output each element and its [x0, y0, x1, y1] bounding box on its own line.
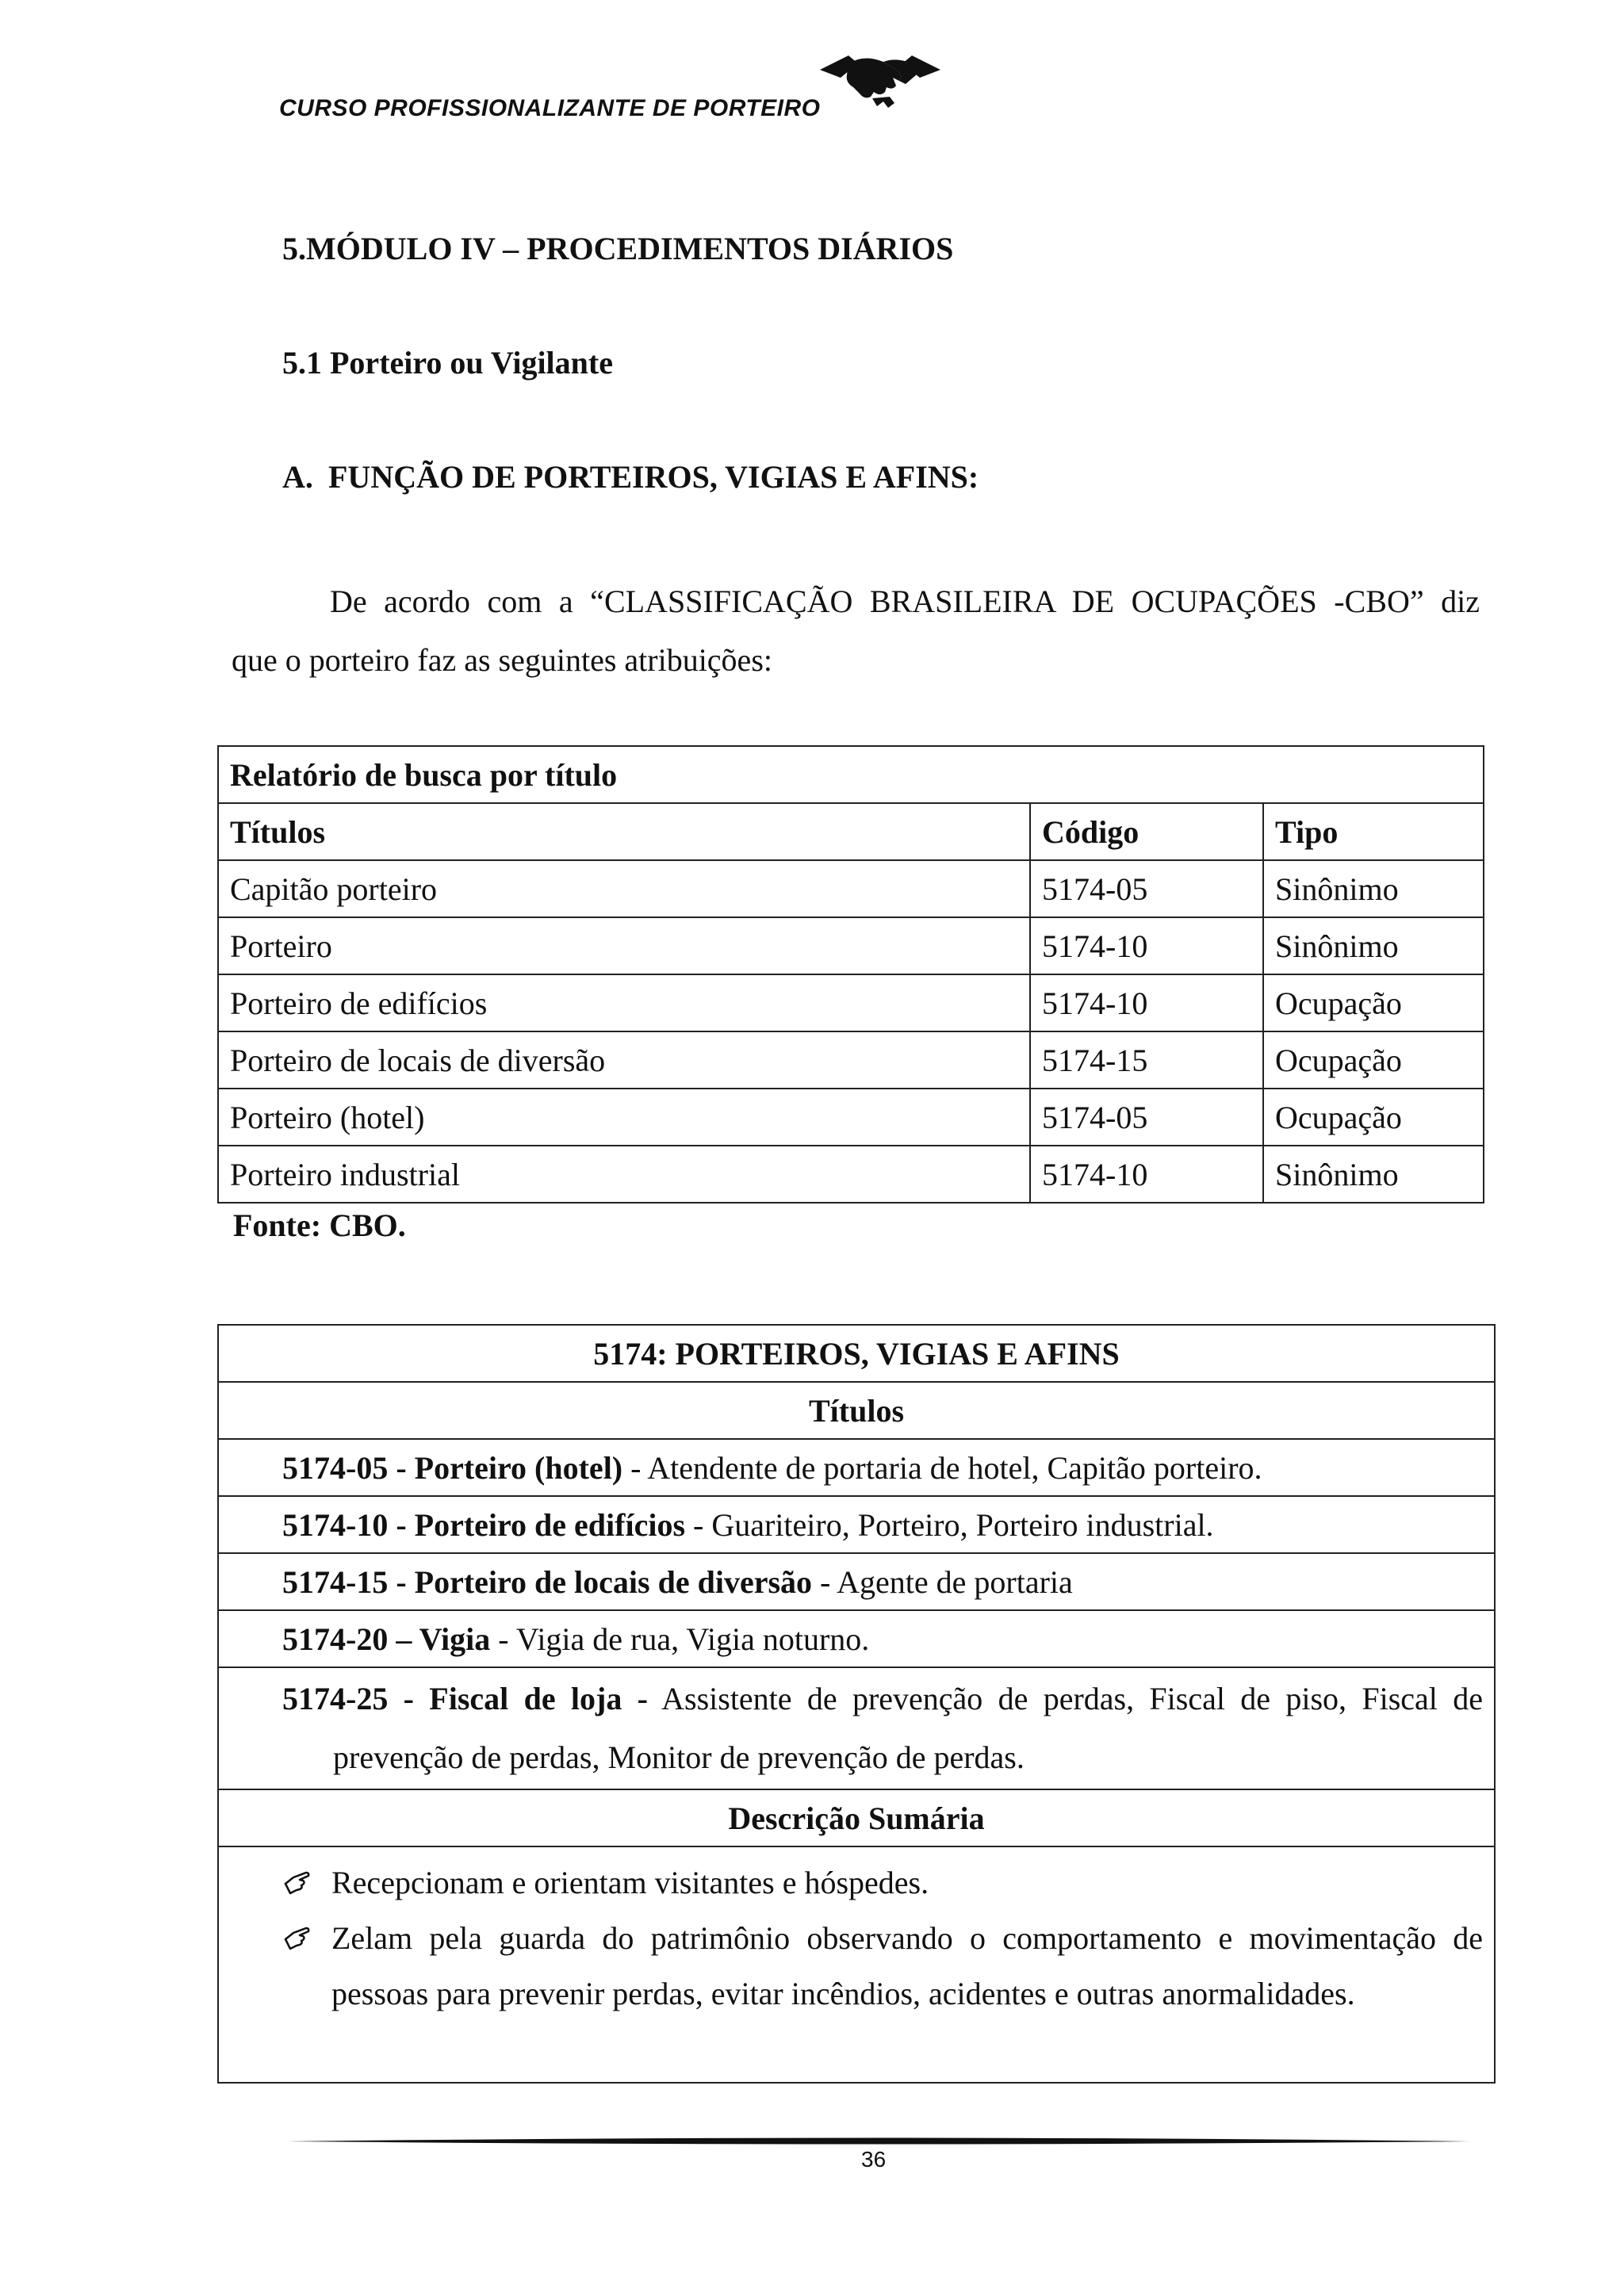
- table-source: Fonte: CBO.: [233, 1207, 406, 1243]
- column-header-titles: Títulos: [218, 803, 1030, 860]
- cell-type: Ocupação: [1263, 1031, 1484, 1089]
- section-subtitle: 5.1 Porteiro ou Vigilante: [282, 345, 613, 381]
- column-header-type: Tipo: [1263, 803, 1484, 860]
- item-title: FUNÇÃO DE PORTEIROS, VIGIAS E AFINS:: [328, 459, 979, 495]
- cbo-entry-desc: - Agente de portaria: [812, 1563, 1073, 1600]
- cell-title: Porteiro de edifícios: [218, 974, 1030, 1031]
- summary-bullet-text: Zelam pela guarda do patrimônio observando o comportamento e movimentação de: [331, 1920, 1483, 1956]
- column-header-code: Código: [1030, 803, 1263, 860]
- summary-bullet-text: Recepcionam e orientam visitantes e hóspedes.: [331, 1865, 929, 1900]
- course-title: CURSO PROFISSIONALIZANTE DE PORTEIRO: [279, 95, 821, 121]
- summary-bullet: [282, 1855, 1483, 1911]
- table-row: [218, 1031, 1484, 1089]
- cell-type: Ocupação: [1263, 974, 1484, 1031]
- cell-type: Sinônimo: [1263, 1146, 1484, 1203]
- table-row: [218, 917, 1484, 974]
- intro-paragraph: [232, 572, 1480, 690]
- cbo-entry: [218, 1496, 1495, 1553]
- cbo-entry: [218, 1667, 1495, 1789]
- cbo-entry: [218, 1439, 1495, 1496]
- summary-bullet: [282, 1911, 1483, 2022]
- cbo-entry-desc: - Vigia de rua, Vigia noturno.: [490, 1621, 870, 1657]
- cbo-entry-code: 5174-15 - Porteiro de locais de diversão: [282, 1563, 813, 1600]
- cbo-entry-desc-continued: prevenção de perdas, Monitor de prevenção de perdas.: [333, 1739, 1025, 1775]
- cbo-entry-code: 5174-20 – Vigia: [282, 1621, 491, 1657]
- cbo-entry-desc: - Guariteiro, Porteiro, Porteiro industrial.: [685, 1506, 1214, 1543]
- item-heading: [282, 458, 979, 496]
- summary-header: Descrição Sumária: [218, 1789, 1495, 1846]
- cbo-titles-header: Títulos: [218, 1382, 1495, 1439]
- pointing-hand-icon: [282, 1866, 314, 1898]
- cbo-entry: [218, 1610, 1495, 1667]
- section-title: 5.MÓDULO IV – PROCEDIMENTOS DIÁRIOS: [282, 231, 954, 266]
- cbo-table: [217, 1324, 1496, 2084]
- cell-type: Ocupação: [1263, 1089, 1484, 1146]
- footer-divider: [289, 2136, 1470, 2147]
- intro-line-2: que o porteiro faz as seguintes atribuições:: [232, 642, 772, 678]
- table-row: [218, 860, 1484, 917]
- cell-title: Porteiro (hotel): [218, 1089, 1030, 1146]
- cell-code: 5174-10: [1030, 1146, 1263, 1203]
- handshake-icon: [817, 46, 944, 117]
- table-row: [218, 1146, 1484, 1203]
- cbo-entry-code: 5174-25 - Fiscal de loja -: [282, 1681, 648, 1716]
- cbo-title: 5174: PORTEIROS, VIGIAS E AFINS: [218, 1325, 1495, 1382]
- item-label: A.: [282, 459, 313, 495]
- cell-title: Porteiro: [218, 917, 1030, 974]
- summary-cell: [218, 1846, 1495, 2083]
- table-row: [218, 974, 1484, 1031]
- cell-code: 5174-15: [1030, 1031, 1263, 1089]
- summary-bullet-text-continued: pessoas para prevenir perdas, evitar incêndios, acidentes e outras anormalidades.: [331, 1976, 1355, 2011]
- cbo-entry-code: 5174-10 - Porteiro de edifícios: [282, 1506, 686, 1543]
- cell-title: Capitão porteiro: [218, 860, 1030, 917]
- table-caption: Relatório de busca por título: [218, 746, 1484, 803]
- cell-title: Porteiro de locais de diversão: [218, 1031, 1030, 1089]
- page-number: 36: [861, 2147, 887, 2172]
- cbo-entry-desc: - Atendente de portaria de hotel, Capitão porteiro.: [622, 1449, 1262, 1486]
- cell-code: 5174-05: [1030, 1089, 1263, 1146]
- table-row: [218, 1089, 1484, 1146]
- cell-code: 5174-10: [1030, 974, 1263, 1031]
- cell-type: Sinônimo: [1263, 860, 1484, 917]
- cell-title: Porteiro industrial: [218, 1146, 1030, 1203]
- cbo-entry-code: 5174-05 - Porteiro (hotel): [282, 1449, 623, 1486]
- intro-line-1: De acordo com a “CLASSIFICAÇÃO BRASILEIRA DE OCUPAÇÕES -CBO” diz: [330, 584, 1480, 619]
- cbo-entry: [218, 1553, 1495, 1610]
- cell-code: 5174-05: [1030, 860, 1263, 917]
- cbo-entry-desc: Assistente de prevenção de perdas, Fiscal de piso, Fiscal de: [648, 1681, 1483, 1716]
- cell-type: Sinônimo: [1263, 917, 1484, 974]
- search-results-table: [217, 745, 1484, 1203]
- cell-code: 5174-10: [1030, 917, 1263, 974]
- pointing-hand-icon: [282, 1922, 314, 1954]
